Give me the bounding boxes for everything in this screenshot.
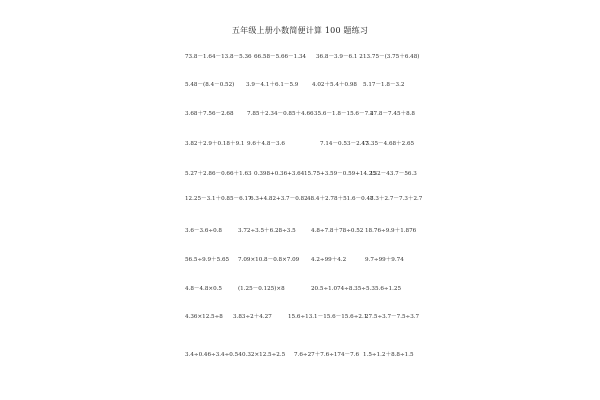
exercise-item: 47.8－7.45＋8.8 [370, 111, 415, 117]
exercise-row [0, 110, 600, 122]
exercise-row [0, 256, 600, 268]
exercise-item: 3.72÷3.5＋6.28÷3.5 [238, 228, 296, 234]
page-title: 五年级上册小数简便计算 100 题练习 [231, 26, 369, 35]
exercise-item: 3.9－4.1＋6.1－5.9 [246, 82, 299, 88]
exercise-item: 66.58－5.66－1.34 [254, 54, 307, 60]
exercise-item: 3.68＋7.56－2.68 [185, 111, 234, 117]
exercise-item: 3.83÷2＋4.27 [233, 314, 272, 320]
exercise-item: 20.5÷1.074÷8.35÷5.3 [311, 286, 375, 292]
exercise-item: 1.5÷1.2＋8.8÷1.5 [363, 352, 414, 358]
exercise-item: 0.32×12.5÷2.5 [242, 352, 286, 358]
exercise-row [0, 140, 600, 152]
exercise-item: 13.35－4.68＋2.65 [362, 141, 415, 147]
exercise-row [0, 227, 600, 239]
exercise-item: 36.8－3.9－6.1 2 [316, 54, 363, 60]
exercise-item: 7.6÷27＋7.6÷174－7.6 [294, 352, 360, 358]
exercise-row [0, 313, 600, 325]
exercise-item: (1.25－0.125)×8 [238, 286, 285, 292]
exercise-item: 27.5÷3.7－7.5÷3.7 [365, 314, 420, 320]
exercise-item: 4.8－4.8×0.5 [185, 286, 222, 292]
exercise-item: 15.6÷13.1－15.6－15.6÷2.1 [288, 314, 368, 320]
exercise-item: 3.82＋2.9＋0.18＋9.1 [185, 141, 245, 147]
exercise-item: 5.17－1.8－3.2 [363, 82, 405, 88]
exercise-item: 6.3+4.82+3.7－0.82 [250, 196, 308, 202]
exercise-row [0, 81, 600, 93]
exercise-item: 73.8－1.64－13.8－5.36 [185, 54, 252, 60]
exercise-item: 3.4÷0.46÷3.4÷0.54 [185, 352, 242, 358]
exercise-item: 56.5÷9.9＋5.65 [185, 257, 230, 263]
exercise-item: 7.14－0.53－2.47 [320, 141, 369, 147]
exercise-row [0, 53, 600, 65]
exercise-item: 48.4＋2.78＋51.6－0.48 [307, 196, 374, 202]
exercise-item: 15.75+3.59－0.59+14.25 [304, 171, 376, 177]
exercise-item: 5.48－(8.4－0.52) [185, 82, 235, 88]
exercise-item: 13.75－(3.75＋6.48) [363, 54, 420, 60]
exercise-row [0, 351, 600, 363]
exercise-item: 5.27＋2.86－0.66＋1.63 [185, 171, 252, 177]
exercise-item: 9.6＋4.8－3.6 [247, 141, 285, 147]
exercise-item: 18.76÷9.9＋1.876 [365, 228, 417, 234]
exercise-item: 4.8÷7.8＋78÷0.52 [311, 228, 364, 234]
exercise-item: 35.6－1.8－15.6－7.2 [314, 111, 374, 117]
exercise-item: 7.09×10.8－0.8×7.09 [238, 257, 300, 263]
exercise-item: 7.3＋2.7－7.3＋2.7 [370, 196, 423, 202]
exercise-item: 9.7÷99＋9.74 [365, 257, 404, 263]
exercise-item: 4.02＋5.4＋0.98 [312, 82, 357, 88]
exercise-item: 5.6÷1.25 [375, 286, 402, 292]
exercise-item: 132－43.7－56.3 [370, 171, 417, 177]
exercise-item: 7.85＋2.34－0.85＋4.66 [247, 111, 314, 117]
exercise-item: 0.398+0.36+3.64 [254, 171, 305, 177]
exercise-row [0, 195, 600, 207]
exercise-item: 4.2÷99＋4.2 [311, 257, 347, 263]
exercise-item: 12.25－3.1＋0.85－6.17 [185, 196, 252, 202]
exercise-row [0, 170, 600, 182]
exercise-row [0, 285, 600, 297]
exercise-item: 3.6－3.6÷0.8 [185, 228, 222, 234]
exercise-item: 4.36×12.5÷8 [185, 314, 223, 320]
